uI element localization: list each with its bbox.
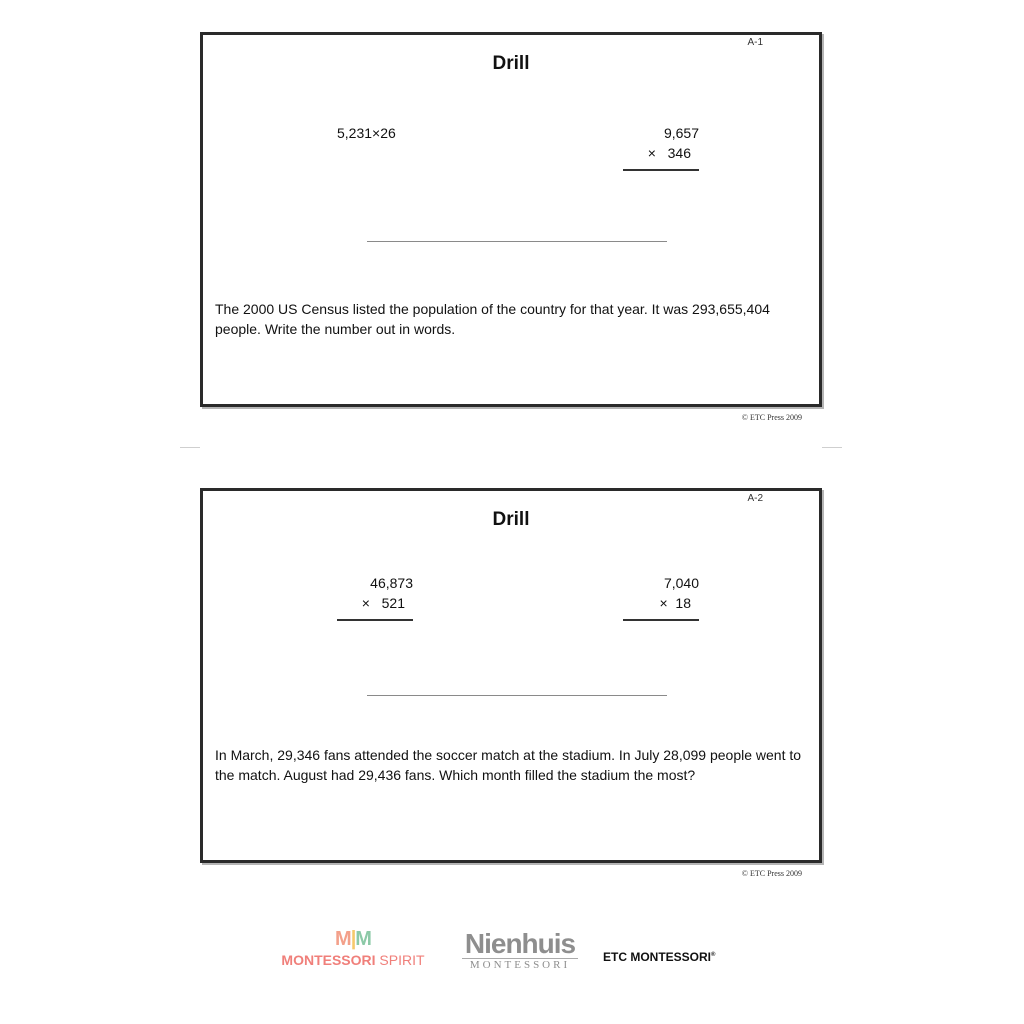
answer-rule (623, 169, 699, 171)
brand-logos (0, 928, 1024, 988)
spirit-logo-text: MONTESSORI SPIRIT (281, 952, 425, 968)
word-problem: The 2000 US Census listed the population of the country for that year. It was 293,655,404 people. Write the number out in words. (215, 301, 770, 337)
word-problem: In March, 29,346 fans attended the soccer match at the stadium. In July 28,099 people went to the match. August had 29,436 fans. Which month filled the stadium the most? (215, 747, 802, 783)
multiplicand: 7,040 (663, 575, 699, 591)
vertical-multiplication-problem-left (337, 573, 413, 621)
copyright: © ETC Press 2009 (741, 413, 802, 422)
etc-montessori-logo: ETC MONTESSORI® (603, 950, 716, 964)
answer-rule (337, 619, 413, 621)
card-title: Drill (492, 53, 530, 74)
nienhuis-logo (462, 930, 578, 972)
nienhuis-subtitle: MONTESSORI (462, 958, 578, 972)
drill-card-a1 (200, 32, 822, 407)
divider-right (822, 447, 842, 448)
vertical-multiplication-problem (623, 123, 699, 171)
multiplier: × 521 (361, 595, 405, 611)
divider-left (180, 447, 200, 448)
spirit-logo-mark: M|M (335, 928, 371, 950)
card-id: A-2 (747, 493, 763, 504)
card-title: Drill (492, 509, 530, 530)
card-id: A-1 (747, 37, 763, 48)
drill-card-a2 (200, 488, 822, 863)
multiplicand: 9,657 (663, 125, 699, 141)
nienhuis-name: Nienhuis (464, 928, 576, 959)
copyright: © ETC Press 2009 (741, 869, 802, 878)
montessori-spirit-logo (263, 928, 443, 970)
separator-line (367, 695, 667, 696)
vertical-multiplication-problem-right (623, 573, 699, 621)
separator-line (367, 241, 667, 242)
multiplicand: 46,873 (370, 575, 413, 591)
inline-multiplication-problem: 5,231×26 (337, 125, 396, 141)
answer-rule (623, 619, 699, 621)
multiplier: × 18 (659, 595, 691, 611)
multiplier: × 346 (647, 145, 691, 161)
